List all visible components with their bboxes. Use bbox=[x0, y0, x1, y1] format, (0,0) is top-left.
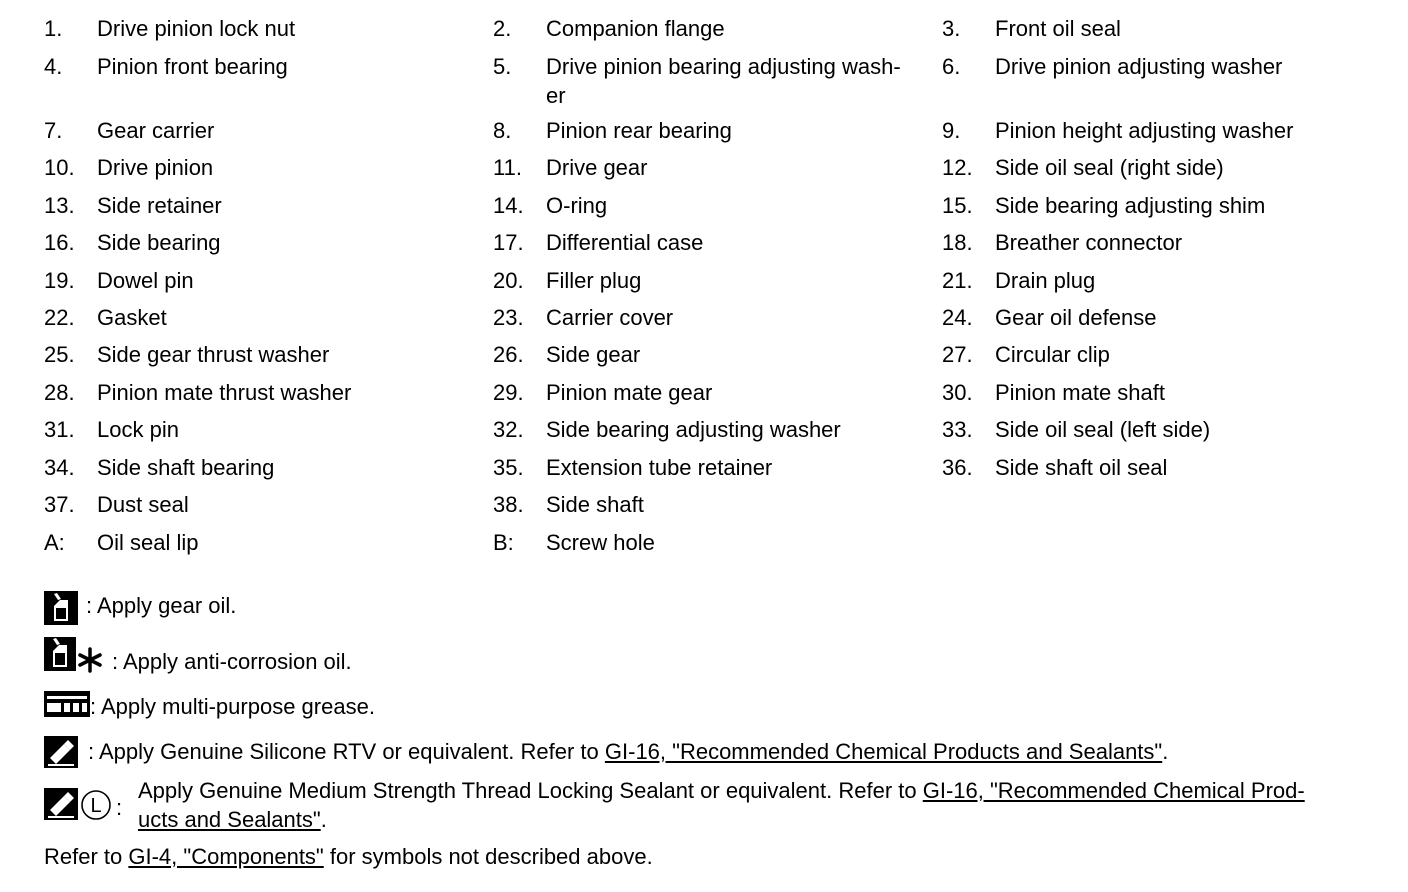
parts-row bbox=[0, 415, 1408, 451]
part-label: Side shaft bbox=[546, 492, 644, 517]
part-number: 6. bbox=[942, 54, 961, 79]
part-number: 24. bbox=[942, 305, 973, 330]
silicone-after: . bbox=[1162, 739, 1169, 764]
parts-row bbox=[0, 453, 1408, 489]
part-number: 26. bbox=[493, 342, 524, 367]
grease-gun-icon bbox=[44, 691, 90, 717]
silicone-text: : Apply Genuine Silicone RTV or equivalent. Refer to bbox=[88, 739, 605, 764]
part-label: Drive pinion bearing adjusting wash- er bbox=[546, 54, 901, 108]
part-label: Pinion front bearing bbox=[97, 54, 288, 79]
part-number: 11. bbox=[493, 155, 522, 180]
part-label: Differential case bbox=[546, 230, 704, 255]
part-label: Drive pinion adjusting washer bbox=[995, 54, 1283, 79]
part-label: Pinion height adjusting washer bbox=[995, 118, 1294, 143]
part-number: B: bbox=[493, 530, 514, 555]
part-number: 4. bbox=[44, 54, 63, 79]
part-number: 9. bbox=[942, 118, 961, 143]
part-label: Gear carrier bbox=[97, 118, 215, 143]
thread-lock-text: Apply Genuine Medium Strength Thread Locking Sealant or equivalent. Refer to bbox=[138, 778, 923, 803]
parts-row bbox=[0, 266, 1408, 302]
parts-row bbox=[0, 303, 1408, 339]
part-number: 28. bbox=[44, 380, 75, 405]
parts-row bbox=[0, 14, 1408, 50]
anti-corrosion-text: : Apply anti-corrosion oil. bbox=[112, 649, 352, 674]
part-label: Companion flange bbox=[546, 16, 725, 41]
parts-row bbox=[0, 52, 1408, 108]
parts-row bbox=[0, 116, 1408, 152]
parts-row bbox=[0, 191, 1408, 227]
part-number: 23. bbox=[493, 305, 524, 330]
part-number: 14. bbox=[493, 193, 524, 218]
part-label: Side gear thrust washer bbox=[97, 342, 330, 367]
components-reference-link[interactable]: GI-4, "Components" bbox=[128, 844, 324, 869]
part-number: 8. bbox=[493, 118, 512, 143]
part-label: O-ring bbox=[546, 193, 608, 218]
part-number: 22. bbox=[44, 305, 75, 330]
thread-lock-after: . bbox=[320, 807, 327, 832]
part-label: Gear oil defense bbox=[995, 305, 1157, 330]
footer-before: Refer to bbox=[44, 844, 129, 869]
part-number: 21. bbox=[942, 268, 973, 293]
part-label: Pinion rear bearing bbox=[546, 118, 732, 143]
part-number: 34. bbox=[44, 455, 75, 480]
sealant-tube-icon bbox=[44, 736, 78, 768]
part-label: Screw hole bbox=[546, 530, 655, 555]
grease-text: : Apply multi-purpose grease. bbox=[90, 694, 375, 719]
parts-row bbox=[0, 528, 1408, 564]
part-label: Side retainer bbox=[97, 193, 222, 218]
part-label: Breather connector bbox=[995, 230, 1183, 255]
footer-note bbox=[44, 842, 653, 872]
oil-can-asterisk-icon bbox=[44, 637, 104, 673]
part-number: 35. bbox=[493, 455, 524, 480]
part-label: Side bearing adjusting shim bbox=[995, 193, 1266, 218]
part-number: 16. bbox=[44, 230, 75, 255]
part-label: Lock pin bbox=[97, 417, 179, 442]
part-label: Oil seal lip bbox=[97, 530, 199, 555]
part-label: Gasket bbox=[97, 305, 167, 330]
part-number: 3. bbox=[942, 16, 961, 41]
parts-row bbox=[0, 490, 1408, 526]
part-label: Front oil seal bbox=[995, 16, 1121, 41]
part-number: 36. bbox=[942, 455, 973, 480]
part-number: 33. bbox=[942, 417, 973, 442]
svg-text:L: L bbox=[90, 795, 102, 817]
part-label: Pinion mate thrust washer bbox=[97, 380, 352, 405]
part-number: 30. bbox=[942, 380, 973, 405]
sealant-tube-l-icon bbox=[44, 788, 116, 822]
part-label: Side oil seal (left side) bbox=[995, 417, 1211, 442]
part-number: 37. bbox=[44, 492, 75, 517]
part-number: 7. bbox=[44, 118, 63, 143]
part-label: Side oil seal (right side) bbox=[995, 155, 1224, 180]
part-label: Extension tube retainer bbox=[546, 455, 773, 480]
part-number: 17. bbox=[493, 230, 524, 255]
part-number: 20. bbox=[493, 268, 524, 293]
part-number: 19. bbox=[44, 268, 75, 293]
part-label: Drive pinion bbox=[97, 155, 214, 180]
silicone-reference-link[interactable]: GI-16, "Recommended Chemical Products and Sealants" bbox=[604, 739, 1163, 764]
part-number: A: bbox=[44, 530, 65, 555]
part-label: Circular clip bbox=[995, 342, 1110, 367]
parts-row bbox=[0, 340, 1408, 376]
thread-lock-reference-link-cont[interactable]: ucts and Sealants" bbox=[138, 807, 321, 832]
part-label: Drive pinion lock nut bbox=[97, 16, 296, 41]
part-label: Filler plug bbox=[546, 268, 642, 293]
part-number: 5. bbox=[493, 54, 512, 79]
part-number: 18. bbox=[942, 230, 973, 255]
part-number: 32. bbox=[493, 417, 524, 442]
part-number: 2. bbox=[493, 16, 512, 41]
part-label: Drive gear bbox=[546, 155, 648, 180]
part-label: Side shaft oil seal bbox=[995, 455, 1168, 480]
footer-after: for symbols not described above. bbox=[323, 844, 653, 869]
gear-oil-text: : Apply gear oil. bbox=[86, 593, 237, 618]
parts-row bbox=[0, 153, 1408, 189]
part-number: 27. bbox=[942, 342, 973, 367]
part-number: 15. bbox=[942, 193, 973, 218]
part-label: Side bearing adjusting washer bbox=[546, 417, 841, 442]
part-number: 13. bbox=[44, 193, 75, 218]
thread-lock-reference-link[interactable]: GI-16, "Recommended Chemical Prod- bbox=[922, 778, 1305, 803]
part-number: 12. bbox=[942, 155, 973, 180]
part-number: 29. bbox=[493, 380, 524, 405]
part-label: Side gear bbox=[546, 342, 641, 367]
part-label: Side bearing bbox=[97, 230, 221, 255]
part-label: Dust seal bbox=[97, 492, 189, 517]
part-label: Pinion mate shaft bbox=[995, 380, 1165, 405]
part-label: Carrier cover bbox=[546, 305, 674, 330]
oil-can-icon bbox=[44, 591, 78, 625]
part-number: 1. bbox=[44, 16, 63, 41]
parts-row bbox=[0, 228, 1408, 264]
part-number: 10. bbox=[44, 155, 75, 180]
part-number: 38. bbox=[493, 492, 524, 517]
part-label: Dowel pin bbox=[97, 268, 194, 293]
part-number: 25. bbox=[44, 342, 75, 367]
parts-row bbox=[0, 378, 1408, 414]
part-label: Drain plug bbox=[995, 268, 1096, 293]
thread-lock-colon: : bbox=[116, 795, 123, 820]
part-number: 31. bbox=[44, 417, 75, 442]
part-label: Side shaft bearing bbox=[97, 455, 275, 480]
part-label: Pinion mate gear bbox=[546, 380, 713, 405]
